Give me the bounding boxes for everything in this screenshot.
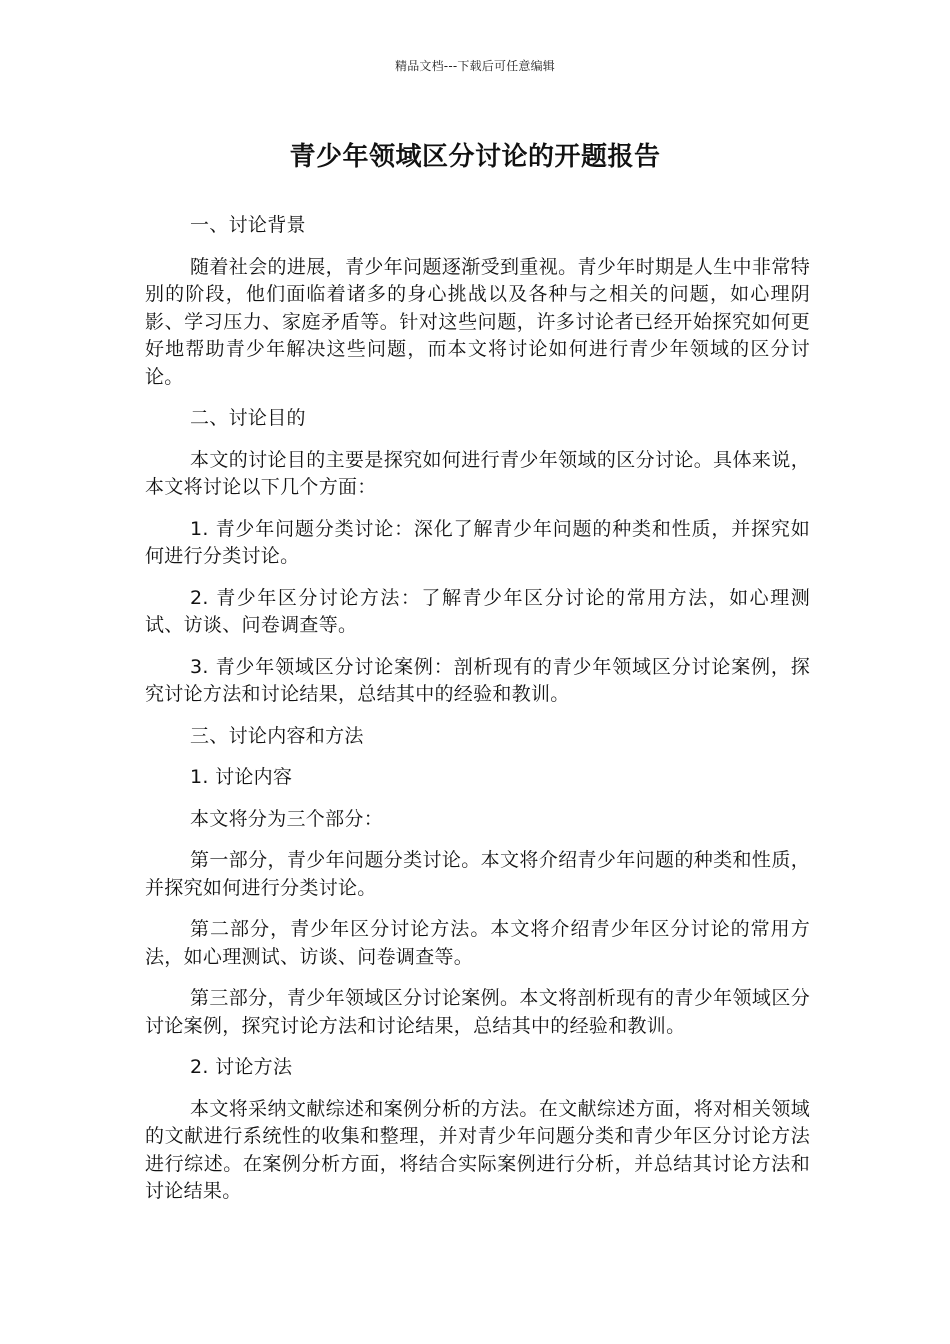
document-body [145,212,810,1220]
document-title: 青少年领域区分讨论的开题报告 [289,142,661,172]
subheading-content: 1. 讨论内容 [190,766,293,788]
paragraph-content-intro: 本文将分为三个部分： [190,807,384,830]
page-header: 精品文档---下载后可任意编辑 [395,59,555,73]
section-heading-purpose: 二、讨论目的 [190,407,306,429]
paragraph-part-1: 第一部分，青少年问题分类讨论。本文将介绍青少年问题的种类和性质，并探究如何进行分类讨论。 [145,849,810,899]
paragraph-part-3: 第三部分，青少年领域区分讨论案例。本文将剖析现有的青少年领域区分讨论案例，探究讨论方法和讨论结果，总结其中的经验和教训。 [145,987,810,1037]
paragraph-method: 本文将采纳文献综述和案例分析的方法。在文献综述方面，将对相关领域的文献进行系统性的收集和整理，并对青少年问题分类和青少年区分讨论方法进行综述。在案例分析方面，将结合实际案例进行分析，并总结其讨论方法和讨论结果。 [145,1097,810,1202]
paragraph-part-2: 第二部分，青少年区分讨论方法。本文将介绍青少年区分讨论的常用方法，如心理测试、访谈、问卷调查等。 [145,918,810,968]
list-item-purpose-2: 2. 青少年区分讨论方法：了解青少年区分讨论的常用方法，如心理测试、访谈、问卷调查等。 [145,586,810,636]
paragraph-background: 随着社会的进展，青少年问题逐渐受到重视。青少年时期是人生中非常特别的阶段，他们面临着诸多的身心挑战以及各种与之相关的问题，如心理阴影、学习压力、家庭矛盾等。针对这些问题，许多讨论者已经开始探究如何更好地帮助青少年解决这些问题，而本文将讨论如何进行青少年领域的区分讨论。 [145,255,810,388]
paragraph-purpose: 本文的讨论目的主要是探究如何进行青少年领域的区分讨论。具体来说，本文将讨论以下几个方面： [145,448,810,498]
list-item-purpose-3: 3. 青少年领域区分讨论案例：剖析现有的青少年领域区分讨论案例，探究讨论方法和讨论结果，总结其中的经验和教训。 [145,655,810,705]
section-heading-background: 一、讨论背景 [190,214,306,236]
list-item-purpose-1: 1. 青少年问题分类讨论：深化了解青少年问题的种类和性质，并探究如何进行分类讨论。 [145,517,810,567]
section-heading-content-method: 三、讨论内容和方法 [190,724,364,747]
subheading-method: 2. 讨论方法 [190,1056,293,1078]
